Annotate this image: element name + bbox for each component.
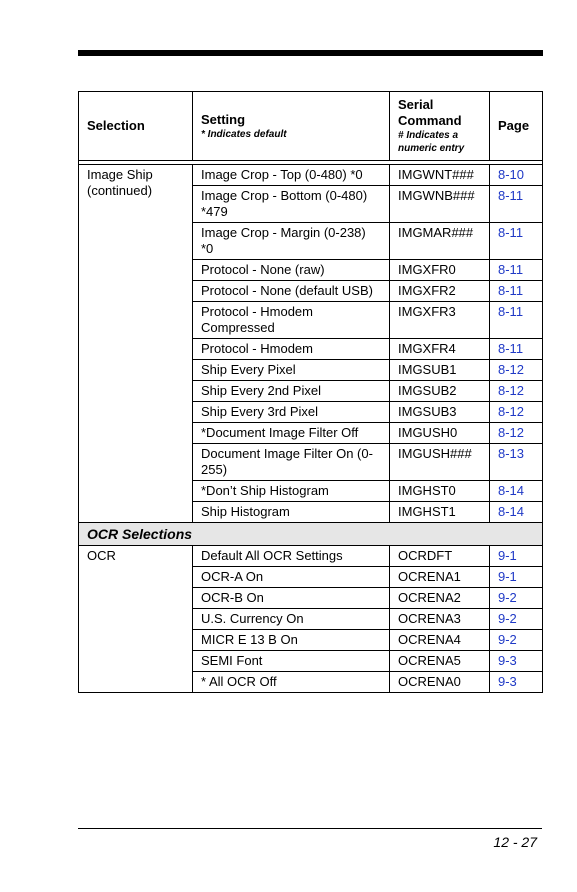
- header-serial-note: # Indicates a numeric entry: [398, 130, 465, 154]
- setting-cell: * All OCR Off: [193, 672, 390, 693]
- page-link[interactable]: 8-12: [490, 402, 543, 423]
- setting-cell: Ship Every 2nd Pixel: [193, 381, 390, 402]
- page-link[interactable]: 8-11: [490, 339, 543, 360]
- bottom-rule: [78, 828, 542, 829]
- top-rule: [78, 50, 543, 56]
- command-cell: IMGUSH0: [390, 423, 490, 444]
- command-cell: IMGXFR4: [390, 339, 490, 360]
- page-link[interactable]: 8-13: [490, 444, 543, 481]
- command-cell: IMGWNT###: [390, 165, 490, 186]
- command-cell: OCRENA4: [390, 630, 490, 651]
- page-link[interactable]: 8-11: [490, 223, 543, 260]
- header-setting-note: * Indicates default: [201, 128, 287, 140]
- command-cell: IMGXFR3: [390, 302, 490, 339]
- setting-cell: Image Crop - Top (0-480) *0: [193, 165, 390, 186]
- page-link[interactable]: 8-14: [490, 502, 543, 523]
- command-cell: IMGHST0: [390, 481, 490, 502]
- setting-cell: OCR-B On: [193, 588, 390, 609]
- command-cell: OCRENA2: [390, 588, 490, 609]
- command-cell: IMGXFR2: [390, 281, 490, 302]
- setting-cell: Protocol - None (raw): [193, 260, 390, 281]
- setting-cell: Ship Every Pixel: [193, 360, 390, 381]
- command-cell: IMGXFR0: [390, 260, 490, 281]
- page-number: 12 - 27: [493, 834, 537, 850]
- page-link[interactable]: 8-11: [490, 260, 543, 281]
- command-cell: IMGSUB2: [390, 381, 490, 402]
- setting-cell: Image Crop - Margin (0-238) *0: [193, 223, 390, 260]
- page-link[interactable]: 8-11: [490, 302, 543, 339]
- command-cell: IMGMAR###: [390, 223, 490, 260]
- section-title: OCR Selections: [79, 523, 543, 546]
- section-header-row: [79, 523, 543, 546]
- page-link[interactable]: 8-12: [490, 423, 543, 444]
- serial-command-table: [78, 91, 543, 693]
- command-cell: OCRENA3: [390, 609, 490, 630]
- setting-cell: Document Image Filter On (0-255): [193, 444, 390, 481]
- setting-cell: Ship Every 3rd Pixel: [193, 402, 390, 423]
- table-row: [79, 546, 543, 567]
- setting-cell: MICR E 13 B On: [193, 630, 390, 651]
- page-link[interactable]: 8-12: [490, 360, 543, 381]
- command-cell: IMGHST1: [390, 502, 490, 523]
- command-cell: OCRENA1: [390, 567, 490, 588]
- command-cell: IMGWNB###: [390, 186, 490, 223]
- page-link[interactable]: 8-10: [490, 165, 543, 186]
- setting-cell: *Don’t Ship Histogram: [193, 481, 390, 502]
- header-page: Page: [490, 92, 543, 161]
- setting-cell: Image Crop - Bottom (0-480) *479: [193, 186, 390, 223]
- setting-cell: Ship Histogram: [193, 502, 390, 523]
- page-link[interactable]: 8-11: [490, 186, 543, 223]
- command-cell: OCRDFT: [390, 546, 490, 567]
- table-row: [79, 165, 543, 186]
- command-cell: OCRENA5: [390, 651, 490, 672]
- page-link[interactable]: 9-3: [490, 672, 543, 693]
- setting-cell: U.S. Currency On: [193, 609, 390, 630]
- page-link[interactable]: 9-1: [490, 546, 543, 567]
- header-selection: Selection: [79, 92, 193, 161]
- setting-cell: Protocol - Hmodem Compressed: [193, 302, 390, 339]
- page-link[interactable]: 8-12: [490, 381, 543, 402]
- page-link[interactable]: 8-11: [490, 281, 543, 302]
- command-cell: IMGSUB1: [390, 360, 490, 381]
- setting-cell: Protocol - None (default USB): [193, 281, 390, 302]
- page-link[interactable]: 9-2: [490, 609, 543, 630]
- setting-cell: SEMI Font: [193, 651, 390, 672]
- setting-cell: *Document Image Filter Off: [193, 423, 390, 444]
- command-cell: IMGSUB3: [390, 402, 490, 423]
- header-serial-line1: Serial: [398, 97, 434, 112]
- command-cell: OCRENA0: [390, 672, 490, 693]
- header-setting-label: Setting: [201, 111, 246, 127]
- setting-cell: Protocol - Hmodem: [193, 339, 390, 360]
- page-link[interactable]: 9-3: [490, 651, 543, 672]
- page-link[interactable]: 8-14: [490, 481, 543, 502]
- command-cell: IMGUSH###: [390, 444, 490, 481]
- header-serial-line2: Command: [398, 113, 462, 128]
- selection-cell: Image Ship (continued): [79, 165, 193, 523]
- page-link[interactable]: 9-2: [490, 588, 543, 609]
- header-serial-command: [390, 92, 490, 161]
- page-link[interactable]: 9-1: [490, 567, 543, 588]
- setting-cell: OCR-A On: [193, 567, 390, 588]
- page-link[interactable]: 9-2: [490, 630, 543, 651]
- header-setting: [193, 92, 390, 161]
- setting-cell: Default All OCR Settings: [193, 546, 390, 567]
- selection-cell: OCR: [79, 546, 193, 693]
- table-body: [79, 165, 543, 693]
